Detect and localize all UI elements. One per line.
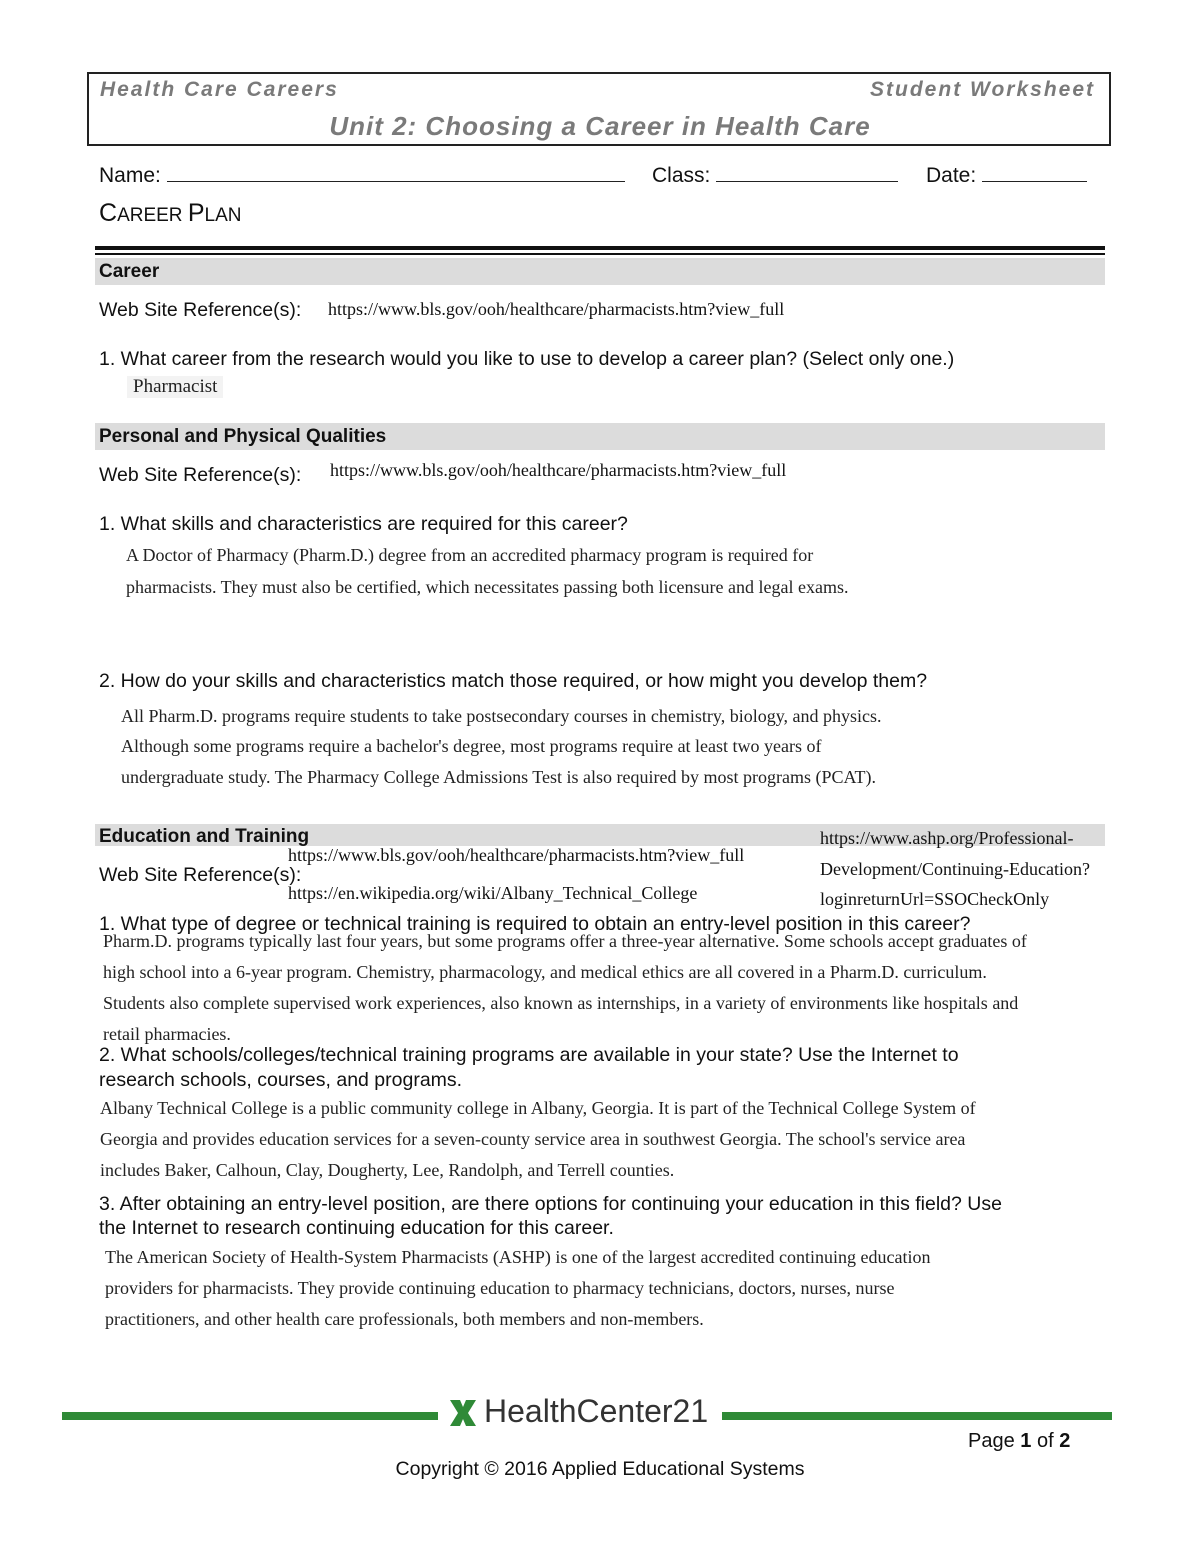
education-ref-link-3-line[interactable]: https://www.ashp.org/Professional- [820, 828, 1074, 848]
education-answer-3-line: providers for pharmacists. They provide continuing education to pharmacy technicians, doctors, nurses, nurse [105, 1278, 895, 1298]
career-ref-label: Web Site Reference(s): [99, 299, 302, 321]
personal-answer-2-line: All Pharm.D. programs require students to take postsecondary courses in chemistry, biology, and physics. [121, 706, 882, 726]
doc-type-label: Student Worksheet [870, 78, 1095, 101]
class-field [652, 163, 898, 188]
education-answer-1-line: Pharm.D. programs typically last four years, but some programs offer a three-year alternative. Some schools accept graduates of [103, 931, 1027, 951]
name-label: Name: [99, 164, 161, 187]
education-question-2-line: 2. What schools/colleges/technical training programs are available in your state? Use the Internet to [99, 1044, 959, 1066]
healthcenter21-logo-icon [448, 1398, 478, 1428]
education-answer-2-line: Albany Technical College is a public community college in Albany, Georgia. It is part of the Technical College System of [100, 1098, 976, 1118]
personal-question-2: 2. How do your skills and characteristics match those required, or how might you develop them? [99, 670, 928, 692]
career-question-1: 1. What career from the research would you like to use to develop a career plan? (Select only one.) [99, 348, 955, 370]
career-answer-1[interactable]: Pharmacist [127, 376, 223, 398]
personal-answer-2-line: Although some programs require a bachelor's degree, most programs require at least two years of [121, 736, 822, 756]
course-title: Health Care Careers [100, 78, 339, 101]
personal-answer-1-line: A Doctor of Pharmacy (Pharm.D.) degree from an accredited pharmacy program is required for [126, 545, 814, 565]
unit-title: Unit 2: Choosing a Career in Health Care [329, 111, 871, 141]
personal-answer-1-line: pharmacists. They must also be certified, which necessitates passing both licensure and legal exams. [126, 577, 849, 597]
education-question-1: 1. What type of degree or technical training is required to obtain an entry-level position in this career? [99, 913, 971, 935]
class-blank [716, 163, 898, 182]
personal-question-1: 1. What skills and characteristics are required for this career? [99, 513, 628, 535]
section-heading-personal: Personal and Physical Qualities [95, 423, 1105, 450]
education-answer-1-line: retail pharmacies. [103, 1024, 231, 1044]
education-ref-link-2[interactable]: https://en.wikipedia.org/wiki/Albany_Technical_College [288, 883, 698, 903]
title-rule-thin [95, 253, 1105, 255]
education-answer-3-line: practitioners, and other health care professionals, both members and non-members. [105, 1309, 704, 1329]
date-label: Date: [926, 164, 977, 187]
education-ref-label: Web Site Reference(s): [99, 864, 302, 886]
date-field [926, 163, 1087, 188]
personal-answer-2-line: undergraduate study. The Pharmacy College Admissions Test is also required by most programs (PCAT). [121, 767, 876, 787]
personal-ref-link[interactable]: https://www.bls.gov/ooh/healthcare/pharmacists.htm?view_full [330, 460, 787, 480]
name-field [99, 163, 625, 188]
page-title: CAREER PLAN [99, 199, 242, 227]
education-answer-2-line: includes Baker, Calhoun, Clay, Dougherty, Lee, Randolph, and Terrell counties. [100, 1160, 675, 1180]
education-ref-link-3-line[interactable]: loginreturnUrl=SSOCheckOnly [820, 889, 1050, 909]
personal-ref-label: Web Site Reference(s): [99, 464, 302, 486]
page-indicator: Page 1 of 2 [968, 1430, 1071, 1452]
section-heading-education: Education and Training [95, 824, 1105, 846]
section-heading-career: Career [95, 258, 1105, 285]
education-question-2-line: research schools, courses, and programs. [99, 1069, 463, 1091]
career-ref-link[interactable]: https://www.bls.gov/ooh/healthcare/pharmacists.htm?view_full [328, 299, 785, 319]
education-ref-link-3-line[interactable]: Development/Continuing-Education? [820, 859, 1090, 879]
education-answer-2-line: Georgia and provides education services for a seven-county service area in southwest Georgia. The school's service area [100, 1129, 966, 1149]
class-label: Class: [652, 164, 711, 187]
name-blank [167, 163, 625, 182]
footer-bar-right [722, 1412, 1112, 1420]
education-ref-link-1[interactable]: https://www.bls.gov/ooh/healthcare/pharmacists.htm?view_full [288, 845, 745, 865]
education-answer-3-line: The American Society of Health-System Pharmacists (ASHP) is one of the largest accredited continuing education [105, 1247, 931, 1267]
date-blank [982, 163, 1087, 182]
education-question-3-line: 3. After obtaining an entry-level position, are there options for continuing your education in this field? Use [99, 1193, 1002, 1215]
education-question-3-line: the Internet to research continuing education for this career. [99, 1217, 614, 1239]
education-answer-1-line: Students also complete supervised work experiences, also known as internships, in a variety of environments like hospitals and [103, 993, 1019, 1013]
footer-bar-left [62, 1412, 438, 1420]
education-answer-1-line: high school into a 6-year program. Chemistry, pharmacology, and medical ethics are all covered in a Pharm.D. curriculum. [103, 962, 987, 982]
title-rule-thick [95, 246, 1105, 250]
brand-name: HealthCenter21 [484, 1393, 709, 1429]
copyright-notice: Copyright © 2016 Applied Educational Systems [395, 1458, 805, 1480]
